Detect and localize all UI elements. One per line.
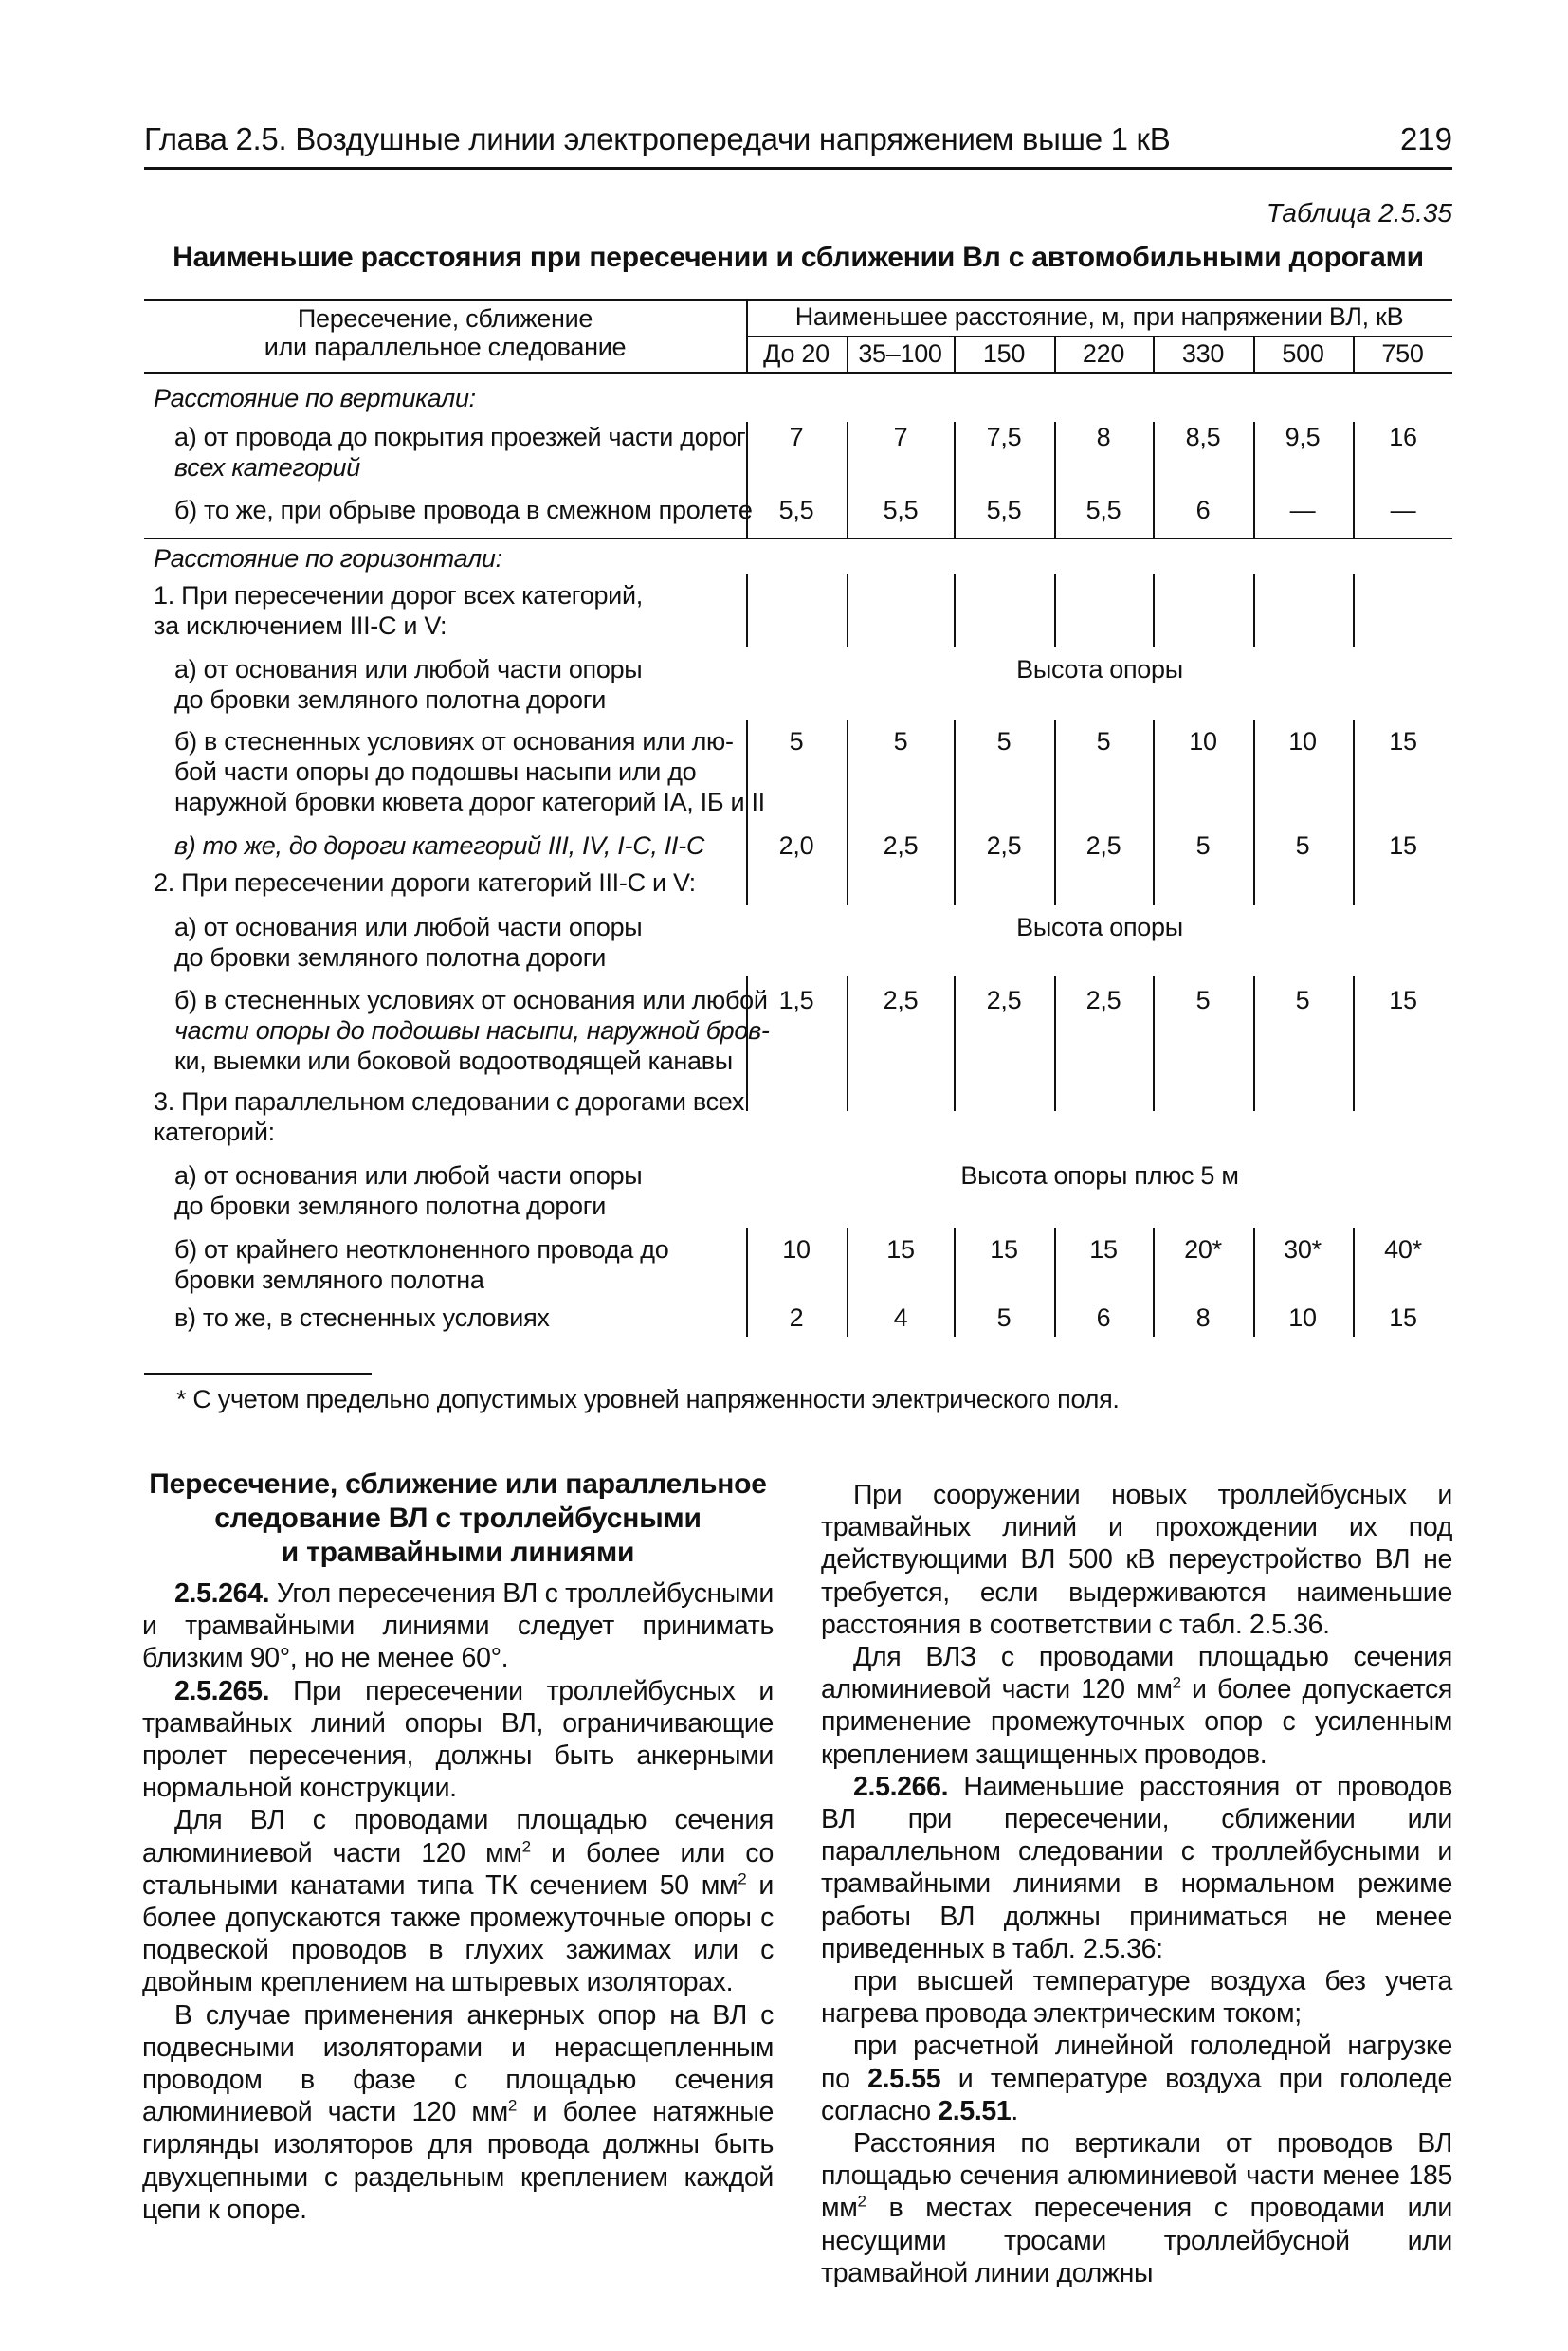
- col-line: [1353, 1228, 1355, 1337]
- row-label: за исключением III-С и V:: [154, 611, 447, 640]
- row-label: категорий:: [154, 1118, 275, 1146]
- row-label: 3. При параллельном следовании с дорогами всех: [154, 1087, 745, 1116]
- cell: 5: [1096, 727, 1111, 756]
- cell: 15: [990, 1235, 1018, 1264]
- cell: 2,5: [883, 986, 919, 1014]
- cell: 1,5: [778, 986, 814, 1014]
- section-label: Расстояние по горизонтали:: [154, 544, 502, 573]
- cell: 15: [1389, 831, 1417, 860]
- row-label: наружной бровки кювета дорог категорий IА, IБ и II: [174, 788, 765, 816]
- cell: 6: [1096, 1303, 1111, 1332]
- paragraph-text: .: [1011, 2095, 1018, 2126]
- col-line: [1153, 1228, 1155, 1337]
- paragraph: [142, 1804, 774, 1998]
- cell: 15: [886, 1235, 915, 1264]
- cell: 2,5: [1085, 831, 1121, 860]
- cell: 15: [1089, 1235, 1118, 1264]
- cell: 8,5: [1185, 423, 1221, 451]
- cell: 5: [996, 1303, 1012, 1332]
- paragraph: [142, 1675, 774, 1805]
- superscript: 2: [857, 2192, 866, 2211]
- superscript: 2: [521, 1837, 531, 1856]
- paragraph: [821, 2127, 1452, 2289]
- col-line: [847, 720, 848, 905]
- section-label: Расстояние по вертикали:: [154, 384, 476, 412]
- vertical-section-rule: [144, 538, 1452, 539]
- row-label: 1. При пересечении дорог всех категорий,: [154, 581, 643, 610]
- cell: 5,5: [778, 496, 814, 524]
- cell: 2: [789, 1303, 804, 1332]
- voltage-header: 330: [1181, 339, 1225, 368]
- voltage-header-rule: [746, 336, 1452, 337]
- row-label: в) то же, в стесненных условиях: [174, 1303, 550, 1332]
- page-number: 219: [1399, 121, 1452, 156]
- header-left-line2: или параллельное следование: [264, 333, 627, 361]
- voltage-header: 220: [1082, 339, 1125, 368]
- paragraph-text: Для ВЛЗ с проводами площадью сечения алюминиевой части 120 мм: [821, 1642, 1452, 1705]
- spanning-cell: Высота опоры: [1016, 655, 1183, 683]
- table-top-rule: [144, 299, 1452, 301]
- paragraph-text: В случае применения анкерных опор на ВЛ с подвесными изоляторами и нерасщепленным проводом в фазе с площадью сечения алюминиевой части 120 мм: [142, 1999, 774, 2128]
- left-column: [142, 1467, 774, 2226]
- row-label: а) от основания или любой части опоры: [174, 913, 643, 941]
- col-line: [954, 574, 956, 647]
- paragraph-text: при высшей температуре воздуха без учета нагрева провода электрическим током;: [821, 1966, 1452, 2030]
- row-label: до бровки земляного полотна дороги: [174, 943, 607, 972]
- header-left-line1: Пересечение, сближение: [297, 304, 593, 333]
- row-label: а) от основания или любой части опоры: [174, 1161, 643, 1190]
- row-label: части опоры до подошвы насыпи, наружной бров-: [174, 1016, 770, 1045]
- table-caption: Таблица 2.5.35: [1266, 198, 1452, 228]
- col-line: [847, 976, 848, 1111]
- spanning-cell: Высота опоры: [1016, 913, 1183, 941]
- col-line: [954, 976, 956, 1111]
- row-label: б) в стесненных условиях от основания или лю-: [174, 727, 734, 756]
- cell: 10: [1189, 727, 1217, 756]
- col-line: [954, 422, 956, 538]
- paragraph-text: и более натяжные гирлянды изоляторов для провода должны быть двухцепными с раздельным креплением каждой цепи к опоре.: [142, 2097, 774, 2225]
- cell: 5,5: [1085, 496, 1121, 524]
- clause-number: 2.5.266.: [853, 1771, 949, 1802]
- col-line: [954, 720, 956, 905]
- paragraph: [821, 1965, 1452, 2030]
- col-line: [954, 1228, 956, 1337]
- voltage-header: 150: [982, 339, 1026, 368]
- paragraph-text: в местах пересечения с проводами или несущими тросами троллейбусной или трамвайной линии должны: [821, 2193, 1452, 2288]
- cell: 8: [1195, 1303, 1211, 1332]
- col-line: [746, 1228, 748, 1337]
- col-line: [1153, 720, 1155, 905]
- cell: —: [1289, 496, 1316, 524]
- row-label: ки, выемки или боковой водоотводящей канавы: [174, 1047, 733, 1075]
- row-label: до бровки земляного полотна дороги: [174, 1192, 607, 1220]
- col-line: [746, 574, 748, 647]
- col-line: [847, 574, 848, 647]
- right-column: [821, 1479, 1452, 2289]
- header-right: Наименьшее расстояние, м, при напряжении ВЛ, кВ: [794, 302, 1404, 331]
- superscript: 2: [1172, 1673, 1181, 1692]
- header-bottom-rule: [144, 372, 1452, 374]
- row-label: б) от крайнего неотклоненного провода до: [174, 1235, 669, 1264]
- cell: 7,5: [986, 423, 1022, 451]
- row-label: б) в стесненных условиях от основания или любой: [174, 986, 768, 1014]
- cell: 15: [1389, 1303, 1417, 1332]
- col-line: [1353, 422, 1355, 538]
- table-title: Наименьшие расстояния при пересечении и сближении Вл с автомобильными дорогами: [173, 242, 1424, 273]
- col-line: [1153, 976, 1155, 1111]
- clause-number: 2.5.264.: [174, 1578, 270, 1609]
- paragraph-text: Для ВЛ с проводами площадью сечения алюминиевой части 120 мм: [142, 1805, 774, 1868]
- cell: 15: [1389, 727, 1417, 756]
- paragraph: [821, 1771, 1452, 1965]
- row-label: б) то же, при обрыве провода в смежном пролете: [174, 496, 753, 524]
- chapter-title: Глава 2.5. Воздушные линии электропередачи напряжением выше 1 кВ: [144, 121, 1171, 156]
- paragraph: [821, 2030, 1452, 2127]
- section-heading-line2: следование ВЛ с троллейбусными: [214, 1503, 702, 1534]
- paragraph: [821, 1479, 1452, 1641]
- cell: 5: [996, 727, 1012, 756]
- paragraph-text: и более или со стальными канатами типа ТК сечением 50 мм: [142, 1837, 774, 1901]
- cell: 16: [1389, 423, 1417, 451]
- cell: 8: [1096, 423, 1111, 451]
- cell: 20*: [1184, 1235, 1222, 1264]
- paragraph-text: При сооружении новых троллейбусных и трамвайных линий и прохождении их под действующими ВЛ 500 кВ переустройство ВЛ не требуется, если выдерживаются наименьшие расстояния в соответствии с табл. 2.5.36.: [821, 1480, 1452, 1640]
- cell: 6: [1195, 496, 1211, 524]
- cell: 5: [1195, 986, 1211, 1014]
- row-label: а) от основания или любой части опоры: [174, 655, 643, 683]
- cell: 7: [789, 423, 804, 451]
- voltage-header: 500: [1282, 339, 1324, 368]
- row-label: в) то же, до дороги категорий III, IV, I-С, II-С: [174, 831, 705, 860]
- paragraph-text: и более допускаются также промежуточные опоры с подвеской проводов в глухих зажимах или с двойным креплением на штыревых изоляторах.: [142, 1869, 775, 1998]
- cell: 2,5: [1085, 986, 1121, 1014]
- section-heading: [142, 1467, 774, 1570]
- row-label: бой части опоры до подошвы насыпи или до: [174, 757, 697, 786]
- cell: 2,5: [883, 831, 919, 860]
- col-line: [1153, 574, 1155, 647]
- row-label: 2. При пересечении дороги категорий III-С и V:: [154, 868, 696, 897]
- cell: 10: [1288, 727, 1317, 756]
- row-label: бровки земляного полотна: [174, 1266, 484, 1294]
- paragraph: [821, 1641, 1452, 1771]
- section-heading-line3: и трамвайными линиями: [281, 1537, 635, 1568]
- cell: 2,5: [986, 986, 1022, 1014]
- clause-reference: 2.5.51: [938, 2095, 1012, 2126]
- paragraph-text: Наименьшие расстояния от проводов ВЛ при пересечении, сближении или параллельном следовании с троллейбусными и трамвайными линиями в нормальном режиме работы ВЛ должны приниматься не менее приведенных в табл. 2.5.36:: [821, 1771, 1452, 1964]
- cell: 7: [893, 423, 908, 451]
- cell: 5,5: [883, 496, 919, 524]
- col-line: [1353, 574, 1355, 647]
- paragraph-text: Расстояния по вертикали от проводов ВЛ площадью сечения алюминиевой части менее 185 мм: [821, 2128, 1452, 2224]
- table-footnote: * С учетом предельно допустимых уровней напряженности электрического поля.: [176, 1385, 1120, 1413]
- cell: 4: [893, 1303, 908, 1332]
- voltage-header: До 20: [763, 339, 830, 368]
- paragraph-text: При пересечении троллейбусных и трамвайных линий опоры ВЛ, ограничивающие пролет пересечения, должны быть анкерными нормальной конструкции.: [142, 1675, 774, 1804]
- superscript: 2: [738, 1869, 747, 1888]
- col-line: [847, 422, 848, 538]
- voltage-header: 35–100: [858, 339, 942, 368]
- running-header: [144, 121, 1452, 170]
- clause-reference: 2.5.55: [867, 2063, 941, 2094]
- superscript: 2: [507, 2096, 518, 2115]
- voltage-header: 750: [1381, 339, 1424, 368]
- col-line: [1153, 422, 1155, 538]
- cell: 40*: [1384, 1235, 1422, 1264]
- cell: 5: [893, 727, 908, 756]
- cell: 10: [1288, 1303, 1317, 1332]
- row-label: до бровки земляного полотна дороги: [174, 685, 607, 714]
- cell: 9,5: [1285, 423, 1321, 451]
- col-line: [847, 1228, 848, 1337]
- clause-number: 2.5.265.: [174, 1675, 270, 1706]
- cell: —: [1390, 496, 1416, 524]
- section-heading-line1: Пересечение, сближение или параллельное: [149, 1468, 767, 1500]
- paragraph-text: и температуре воздуха при гололеде согласно: [821, 2063, 1452, 2126]
- cell: 5: [789, 727, 804, 756]
- paragraph-text: и более допускается применение промежуточных опор с усиленным креплением защищенных проводов.: [821, 1674, 1452, 1770]
- cell: 2,0: [778, 831, 814, 860]
- footnote-rule: [144, 1373, 372, 1375]
- cell: 5: [1195, 831, 1211, 860]
- col-line: [1054, 574, 1056, 647]
- spanning-cell: Высота опоры плюс 5 м: [960, 1161, 1239, 1190]
- paragraph-text: при расчетной линейной гололедной нагрузке по: [821, 2031, 1452, 2094]
- cell: 10: [782, 1235, 811, 1264]
- paragraph: [142, 1999, 774, 2226]
- cell: 2,5: [986, 831, 1022, 860]
- cell: 30*: [1284, 1235, 1322, 1264]
- paragraph-text: Угол пересечения ВЛ с троллейбусными и трамвайными линиями следует принимать близким 90°, но не менее 60°.: [142, 1578, 774, 1674]
- cell: 5: [1295, 831, 1310, 860]
- row-label: а) от провода до покрытия проезжей части дорог: [174, 423, 746, 451]
- row-label: всех категорий: [174, 453, 360, 482]
- paragraph: [142, 1577, 774, 1675]
- cell: 5: [1295, 986, 1310, 1014]
- col-line: [1353, 976, 1355, 1111]
- col-line: [1253, 574, 1255, 647]
- cell: 15: [1389, 986, 1417, 1014]
- cell: 5,5: [986, 496, 1022, 524]
- col-line: [1353, 720, 1355, 905]
